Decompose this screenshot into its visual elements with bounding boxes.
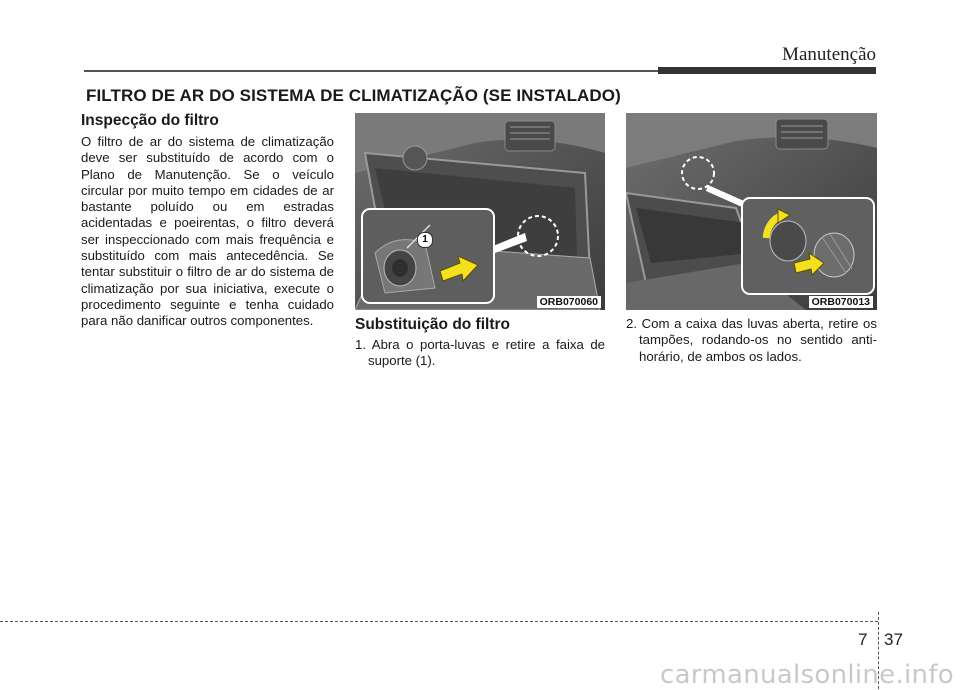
section-title: FILTRO DE AR DO SISTEMA DE CLIMATIZAÇÃO (SE INSTALADO) xyxy=(86,86,621,105)
step-2-text: Com a caixa das luvas aberta, retire os tampões, rodando-os no sentido anti-horário, de ambos os lados. xyxy=(639,316,877,364)
figure-code-2: ORB070013 xyxy=(809,296,873,308)
watermark: carmanualsonline.info xyxy=(659,660,954,690)
step-1-number: 1. xyxy=(355,337,366,352)
header-title: Manutenção xyxy=(782,44,876,65)
inspection-heading: Inspecção do filtro xyxy=(81,112,219,129)
step-1 xyxy=(355,337,605,370)
figure-glovebox-stoppers xyxy=(626,113,877,310)
detail-inset xyxy=(742,198,874,294)
figure-glovebox-strap xyxy=(355,113,605,310)
page-number: 37 xyxy=(884,630,903,649)
replacement-heading: Substituição do filtro xyxy=(355,316,510,333)
glovebox-illustration xyxy=(355,113,605,310)
step-2 xyxy=(626,316,877,365)
callout-1: 1 xyxy=(417,232,433,248)
chapter-number: 7 xyxy=(858,630,868,649)
header-rule xyxy=(84,70,658,72)
step-2-number: 2. xyxy=(626,316,637,331)
stopper-illustration xyxy=(626,113,877,310)
figure-code-1: ORB070060 xyxy=(537,296,601,308)
inspection-text: O filtro de ar do sistema de climatização deve ser substituído de acordo com o Plano de Manutenção. Se o veículo circular por muito tempo em cidades de ar bastante poluído ou em estradas acidentadas e poeirentas, o filtro deverá ser inspeccionado com mais frequência e substituído com mais antecedência. Se tentar substituir o filtro de ar do sistema de climatização por sua iniciativa, execute o procedimento seguinte e tenha cuidado para não danificar outros componentes. xyxy=(81,134,334,329)
header-bar xyxy=(658,67,876,74)
step-1-text: Abra o porta-luvas e retire a faixa de suporte (1). xyxy=(368,337,605,369)
footer-rule xyxy=(0,621,878,622)
